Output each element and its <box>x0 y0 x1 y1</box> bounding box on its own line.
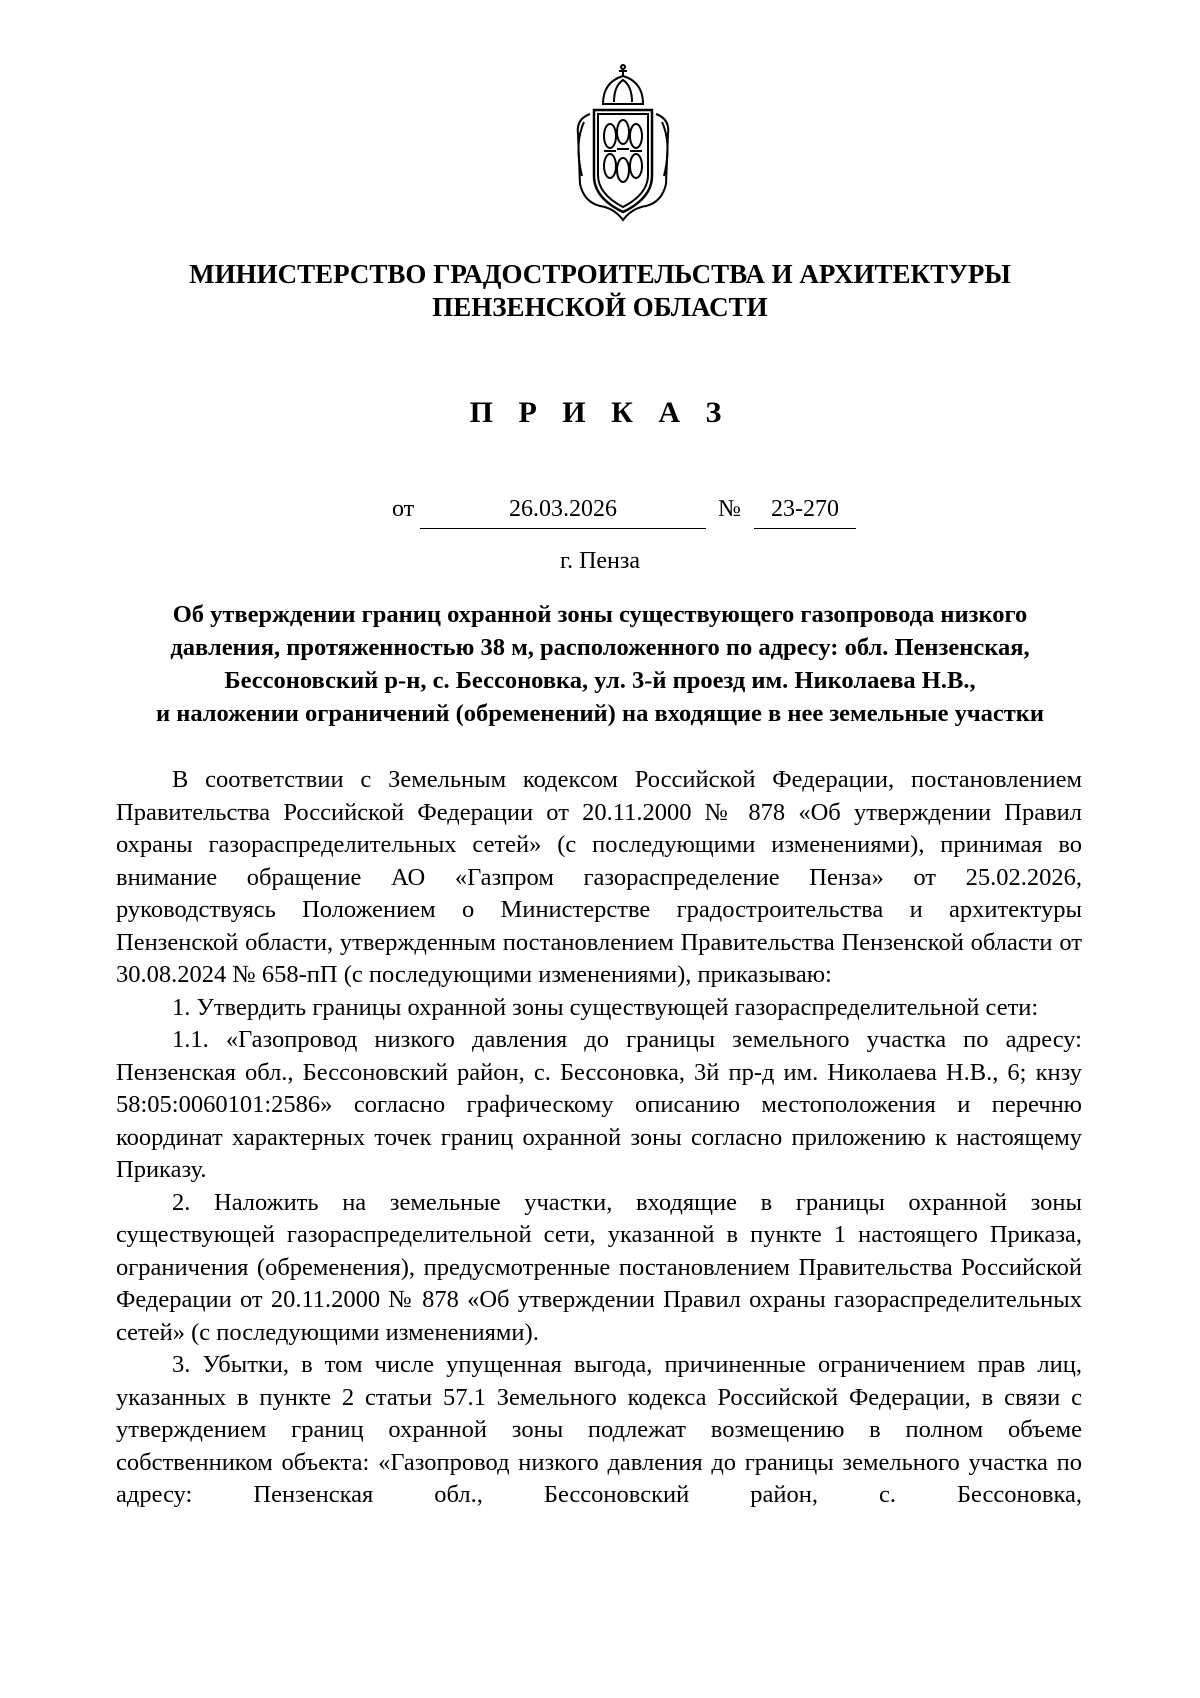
title-line: давления, протяженностью 38 м, расположенного по адресу: обл. Пензенская, <box>170 634 1030 661</box>
body-paragraph-item-1-1: 1.1. «Газопровод низкого давления до границы земельного участка по адресу: Пензенская обл., Бессоновский район, с. Бессоновка, 3й пр-д им. Николаева Н.В., 6; кнзу 58:05:0060101:2586» согласно графическому описанию местоположения и перечню координат характерных точек границ охранной зоны согласно приложению к настоящему Приказу. <box>116 1026 1082 1183</box>
document-type: П Р И К А З <box>469 396 731 429</box>
title-line: Бессоновский р-н, с. Бессоновка, ул. 3-й проезд им. Николаева Н.В., <box>224 667 976 694</box>
title-line: Об утверждении границ охранной зоны существующего газопровода низкого <box>172 601 1028 628</box>
date-label: от <box>392 496 415 522</box>
body-paragraph-item-3: 3. Убытки, в том числе упущенная выгода, причиненные ограничением прав лиц, указанных в пункте 2 статьи 57.1 Земельного кодекса Российской Федерации, в связи с утверждением границ охранной зоны подлежат возмещению в полном объеме собственником объекта: «Газопровод низкого давления до границы земельного участка по адресу: Пензенская обл., Бессоновский район, с. Бессоновка, <box>116 1351 1082 1508</box>
body-paragraph-preamble: В соответствии с Земельным кодексом Российской Федерации, постановлением Правительства Российской Федерации от 20.11.2000 № 878 «Об утверждении Правил охраны газораспределительных сетей» (с последующими изменениями), принимая во внимание обращение АО «Газпром газораспределение Пенза» от 25.02.2026, руководствуясь Положением о Министерстве градостроительства и архитектуры Пензенской области, утвержденным постановлением Правительства Пензенской области от 30.08.2024 № 658-пП (с последующими изменениями), приказываю: <box>116 766 1082 988</box>
document-city: г. Пенза <box>559 548 641 574</box>
document-title <box>115 598 1085 730</box>
number-label: № <box>718 496 741 522</box>
document-date: 26.03.2026 <box>420 496 706 529</box>
penza-oblast-coat-of-arms-icon <box>570 64 676 222</box>
title-line: и наложении ограничений (обременений) на входящие в нее земельные участки <box>155 700 1045 727</box>
ministry-name-line-1: МИНИСТЕРСТВО ГРАДОСТРОИТЕЛЬСТВА И АРХИТЕКТУРЫ <box>189 259 1011 289</box>
body-paragraph-item-2: 2. Наложить на земельные участки, входящие в границы охранной зоны существующей газораспределительной сети, указанной в пункте 1 настоящего Приказа, ограничения (обременения), предусмотренные постановлением Правительства Российской Федерации от 20.11.2000 № 878 «Об утверждении Правил охраны газораспределительных сетей» (с последующими изменениями). <box>116 1188 1082 1346</box>
body-paragraph-item-1: 1. Утвердить границы охранной зоны существующей газораспределительной сети: <box>172 993 1039 1021</box>
document-number: 23-270 <box>754 496 856 529</box>
ministry-name <box>120 258 1080 324</box>
document-body <box>116 764 1082 1512</box>
ministry-name-line-2: ПЕНЗЕНСКОЙ ОБЛАСТИ <box>432 292 768 322</box>
